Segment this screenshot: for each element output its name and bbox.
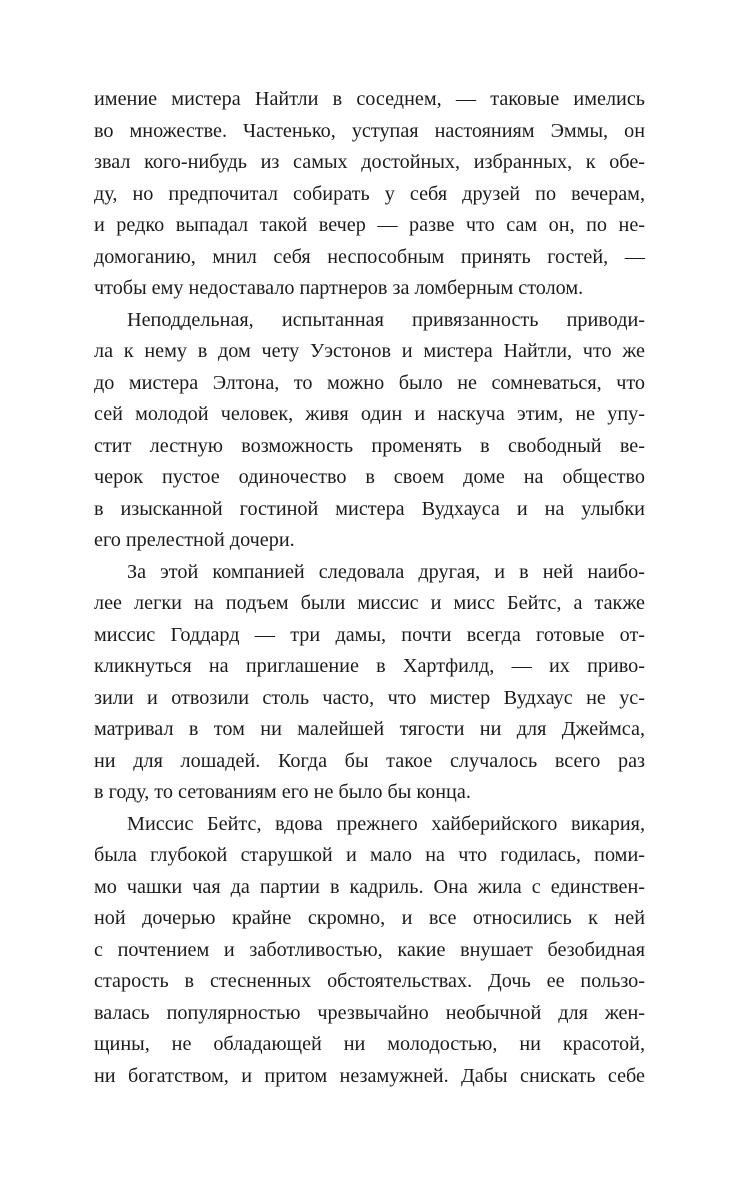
text-line: ни для лошадей. Когда бы такое случалось всего раз [94, 749, 645, 772]
text-line: Миссис Бейтс, вдова прежнего хайберийского викария, [127, 812, 645, 835]
text-line: сей молодой человек, живя один и наскуча этим, не упу- [94, 403, 645, 425]
text-line: ной дочерью крайне скромно, и все относились к ней [94, 907, 645, 929]
text-line: За этой компанией следовала другая, и в ней наибо- [127, 560, 645, 583]
text-line: имение мистера Найтли в соседнем, — таковые имелись [94, 88, 645, 110]
paragraph [94, 305, 645, 557]
text-line: стит лестную возможность променять в свободный ве- [94, 434, 645, 457]
text-line: и редко выпадал такой вечер — разве что сам он, по не- [94, 214, 645, 236]
text-line: валась популярностью чрезвычайно необычной для жен- [94, 1001, 645, 1024]
text-line: черок пустое одиночество в своем доме на общество [94, 466, 645, 488]
text-line: зили и отвозили столь часто, что мистер Вудхаус не ус- [94, 686, 645, 709]
paragraph [94, 809, 645, 1093]
text-line: мо чашки чая да партии в кадриль. Она жила с единствен- [94, 875, 645, 898]
text-line: ду, но предпочитал собирать у себя друзей по вечерам, [94, 182, 645, 205]
text-line: кликнуться на приглашение в Хартфилд, — их приво- [94, 655, 645, 677]
text-line: щины, не обладающей ни молодостью, ни красотой, [94, 1033, 645, 1055]
text-line: миссис Годдард — три дамы, почти всегда готовые от- [94, 623, 645, 646]
text-line: домоганию, мнил себя неспособным принять гостей, — [94, 245, 645, 268]
text-line: в году, то сетованиям его не было бы конца. [94, 781, 471, 803]
book-page [94, 84, 645, 1092]
text-line: его прелестной дочери. [94, 529, 295, 551]
text-line: лее легки на подъем были миссис и мисс Бейтс, а также [94, 592, 645, 614]
text-line: матривал в том ни малейшей тягости ни для Джеймса, [94, 718, 645, 740]
text-line: звал кого-нибудь из самых достойных, избранных, к обе- [94, 151, 645, 173]
paragraph [94, 84, 645, 305]
text-line: с почтением и заботливостью, какие внушает безобидная [94, 938, 645, 961]
text-line: до мистера Элтона, то можно было не сомневаться, что [94, 371, 645, 394]
text-line: во множестве. Частенько, уступая настояниям Эммы, он [94, 119, 645, 142]
text-line: ла к нему в дом чету Уэстонов и мистера Найтли, что же [94, 340, 645, 362]
text-line: чтобы ему недоставало партнеров за ломберным столом. [94, 277, 584, 299]
text-line: ни богатством, и притом незамужней. Дабы снискать себе [94, 1064, 645, 1087]
paragraph [94, 557, 645, 809]
text-line: в изысканной гостиной мистера Вудхауса и на улыбки [94, 497, 645, 520]
text-line: Неподдельная, испытанная привязанность приводи- [127, 308, 645, 331]
text-line: старость в стесненных обстоятельствах. Дочь ее пользо- [94, 970, 645, 992]
text-line: была глубокой старушкой и мало на что годилась, поми- [94, 844, 645, 866]
